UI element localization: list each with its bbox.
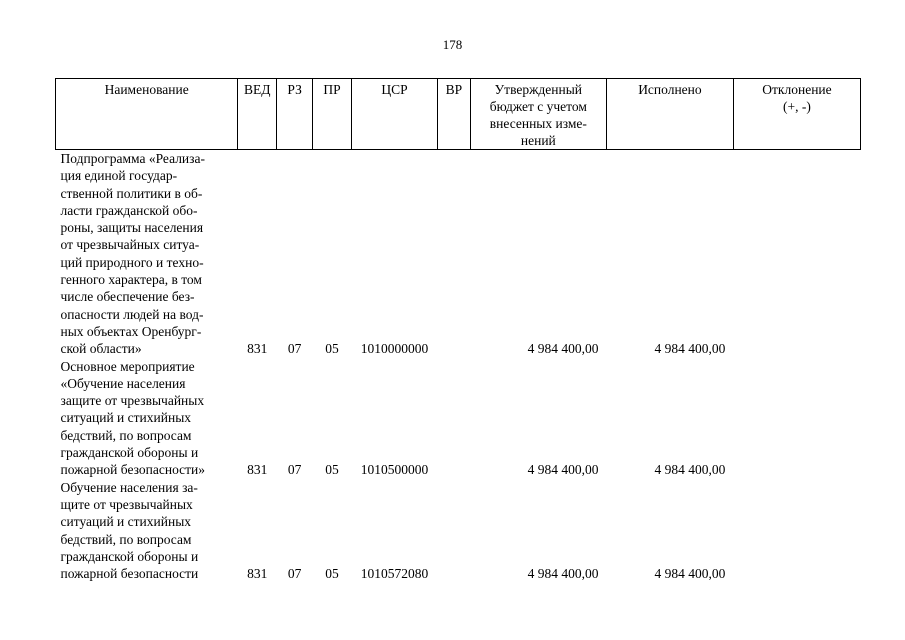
row-deviation: [733, 358, 860, 479]
row-executed: 4 984 400,00: [654, 566, 726, 582]
row-csr: 1010000000: [360, 341, 429, 357]
row-name: Основное мероприятие «Обучение населения защите от чрезвычайных ситуаций и стихийных бедствий, по вопросам гражданской обороны и пожарной безопасности»: [60, 358, 206, 478]
row-ved: 831: [247, 462, 268, 478]
page-number: 178: [442, 37, 463, 52]
header-executed: Исполнено: [606, 79, 733, 150]
header-ved: ВЕД: [238, 79, 277, 150]
header-deviation: Отклонение (+, -): [733, 79, 860, 150]
header-name: Наименование: [56, 79, 238, 150]
row-deviation: [733, 479, 860, 583]
row-deviation: [733, 150, 860, 358]
table-row: [56, 479, 861, 583]
row-approved: 4 984 400,00: [527, 462, 599, 478]
row-csr: 1010500000: [360, 462, 429, 478]
table-header-row: [56, 79, 861, 150]
table-row: [56, 358, 861, 479]
row-pr: 05: [325, 462, 339, 478]
header-pr: ПР: [313, 79, 352, 150]
row-rz: 07: [287, 341, 302, 357]
row-vr: [437, 479, 470, 583]
table-row: [56, 150, 861, 358]
row-name: Обучение населения за- щите от чрезвычайных ситуаций и стихийных бедствий, по вопросам гражданской обороны и пожарной безопасности: [60, 479, 199, 582]
row-rz: 07: [287, 462, 302, 478]
row-name: Подпрограмма «Реализа- ция единой государ- ственной политики в об- ласти гражданской обо- роны, защиты населения от чрезвычайных ситуа- ций природного и техно- генного характера, в том числе обеспечение без- опасности людей на вод- ных объектах Оренбург- ской области»: [60, 151, 205, 357]
row-approved: 4 984 400,00: [527, 341, 599, 357]
row-csr: 1010572080: [360, 566, 429, 582]
header-rz: РЗ: [277, 79, 313, 150]
row-pr: 05: [325, 341, 339, 357]
budget-execution-table: [55, 78, 861, 582]
row-pr: 05: [325, 566, 339, 582]
row-vr: [437, 358, 470, 479]
row-vr: [437, 150, 470, 358]
row-ved: 831: [247, 341, 268, 357]
row-rz: 07: [287, 566, 302, 582]
row-executed: 4 984 400,00: [654, 341, 726, 357]
header-approved: Утвержденный бюджет с учетом внесенных изме- нений: [470, 79, 606, 150]
row-ved: 831: [247, 566, 268, 582]
row-approved: 4 984 400,00: [527, 566, 599, 582]
header-vr: ВР: [437, 79, 470, 150]
row-executed: 4 984 400,00: [654, 462, 726, 478]
header-csr: ЦСР: [351, 79, 437, 150]
